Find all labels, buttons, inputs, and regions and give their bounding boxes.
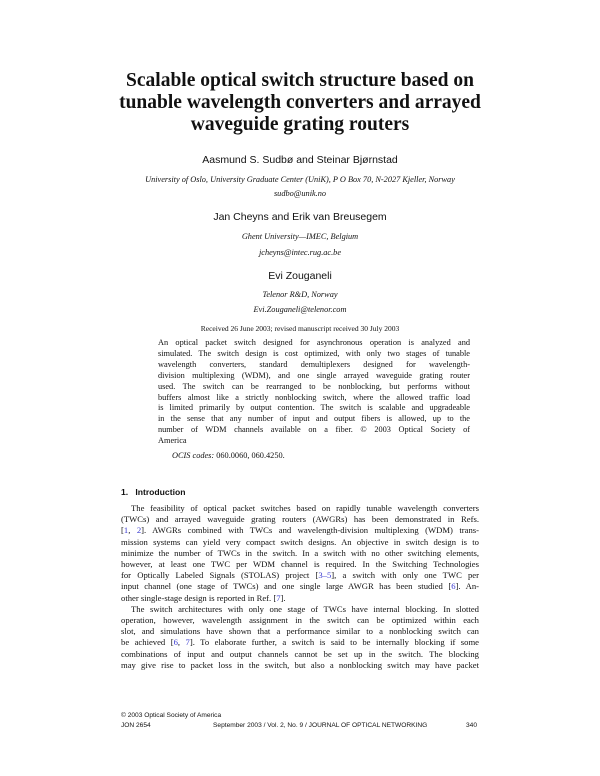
body-line: [121, 581, 479, 592]
text: be achieved [: [121, 637, 174, 648]
text: for Optically Labeled Signals (STOLAS) project [: [121, 570, 319, 581]
body-line: may give rise to packet loss in the switch, but also a nonblocking switch may have packet: [121, 659, 479, 670]
author-names: Aasmund S. Sudbø and Steinar Bjørnstad: [202, 154, 398, 166]
text: input channel (one stage of TWCs) and one single large AWGR has been studied [: [121, 581, 452, 592]
abstract-line: is limited primarily by output contention. The switch is scalable and upgradeable: [158, 403, 470, 413]
author-email: sudbo@unik.no: [273, 189, 327, 198]
abstract-line: used. The switch can be rearranged to be nonblocking, but performs without: [158, 381, 470, 391]
abstract: [158, 338, 470, 447]
section-heading: [121, 487, 185, 497]
body-line: mission systems can yield very compact switch designs. An objective in switch design is to: [121, 536, 479, 547]
text: ]. An-: [455, 581, 480, 592]
author-affiliation: Ghent University—IMEC, Belgium: [241, 232, 359, 241]
body-line: [121, 525, 479, 536]
author-email: Evi.Zouganeli@telenor.com: [253, 305, 347, 314]
text: [: [121, 525, 124, 536]
citation-link[interactable]: 6: [173, 637, 178, 648]
abstract-line: simulated. The switch design is cost optimized, with only two stages of tunable: [158, 348, 470, 358]
ocis-values: 060.0060, 060.4250.: [216, 451, 285, 460]
footer-citation: September 2003 / Vol. 2, No. 9 / JOURNAL OF OPTICAL NETWORKING: [213, 722, 428, 729]
citation-link[interactable]: 7: [276, 592, 281, 603]
abstract-line: number of WDM channels available on a fiber. © 2003 Optical Society of: [158, 425, 470, 435]
body-line: (TWCs) and arrayed waveguide grating routers (AWGRs) has been demonstrated in Refs.: [121, 514, 479, 525]
body-line: minimize the number of TWCs in the switch. In a switch with no other switching elements,: [121, 547, 479, 558]
body-line: [121, 637, 479, 648]
citation-link[interactable]: 1: [123, 525, 129, 536]
abstract-line: division multiplexing (WDM), and one single arrayed waveguide grating router: [158, 370, 470, 380]
body-line: [121, 570, 479, 581]
abstract-line: America: [158, 436, 187, 446]
author-names: Jan Cheyns and Erik van Breusegem: [213, 211, 387, 223]
abstract-line: in the sense that any number of input and output fibers is allowed, up to the: [158, 414, 470, 424]
section-number: 1.: [121, 487, 129, 497]
received-dates: Received 26 June 2003; revised manuscript received 30 July 2003: [200, 324, 400, 333]
title-line: Scalable optical switch structure based on: [126, 70, 474, 91]
footer-copyright: © 2003 Optical Society of America: [121, 712, 222, 719]
title-line: tunable wavelength converters and arrayed: [119, 92, 481, 113]
author-affiliation: Telenor R&D, Norway: [262, 290, 338, 299]
text: ,: [128, 525, 137, 536]
ocis-label: OCIS codes:: [172, 451, 215, 460]
abstract-line: An optical packet switch designed for asynchronous operation is analyzed and: [158, 338, 470, 347]
body-line: The switch architectures with only one stage of TWCs have internal blocking. In slotted: [131, 603, 479, 614]
citation-link[interactable]: 3–5: [318, 570, 332, 581]
body-line: [121, 593, 479, 604]
title-line: waveguide grating routers: [190, 114, 410, 135]
author-email: jcheyns@intec.rug.ac.be: [258, 248, 342, 257]
section-title: Introduction: [135, 487, 186, 497]
text: ]. To elaborate further, a switch is said to be internally blocking if some: [189, 637, 480, 648]
body-text: [121, 503, 479, 671]
abstract-line: buffers almost like a strictly nonblocking switch, where the allowed traffic load: [158, 392, 470, 402]
text: ].: [280, 592, 286, 603]
citation-link[interactable]: 6: [451, 581, 456, 592]
text: ]. AWGRs combined with TWCs and wavelength-division multiplexing (WDM) trans-: [141, 525, 479, 536]
body-line: operation, however, wavelength assignment in the switch can be optimized within each: [121, 615, 479, 626]
body-line: combinations of input and output channels cannot be set up in the switch. The blocking: [121, 648, 479, 659]
text: ], a switch with only one TWC per: [331, 570, 480, 581]
text: ,: [177, 637, 186, 648]
author-affiliation: University of Oslo, University Graduate Center (UniK), P O Box 70, N-2027 Kjeller, Norway: [145, 175, 455, 184]
body-line: slot, and simulations have shown that a performance similar to a nonblocking switch can: [121, 626, 479, 637]
author-names: Evi Zouganeli: [268, 270, 332, 282]
citation-link[interactable]: 7: [185, 637, 190, 648]
text: other single-stage design is reported in Ref. [: [121, 592, 277, 603]
body-line: however, at least one TWC per WDM channel is required. In the Switching Technologies: [121, 559, 479, 570]
footer-jon: JON 2654: [121, 722, 151, 729]
paper-title: [0, 70, 600, 136]
ocis-codes: [172, 451, 285, 460]
body-line: The feasibility of optical packet switches based on rapidly tunable wavelength converters: [131, 503, 479, 513]
citation-link[interactable]: 2: [136, 525, 142, 536]
abstract-line: wavelength converters, standard demultiplexers designed for wavelength-: [158, 359, 470, 369]
page-number: 340: [466, 722, 478, 729]
